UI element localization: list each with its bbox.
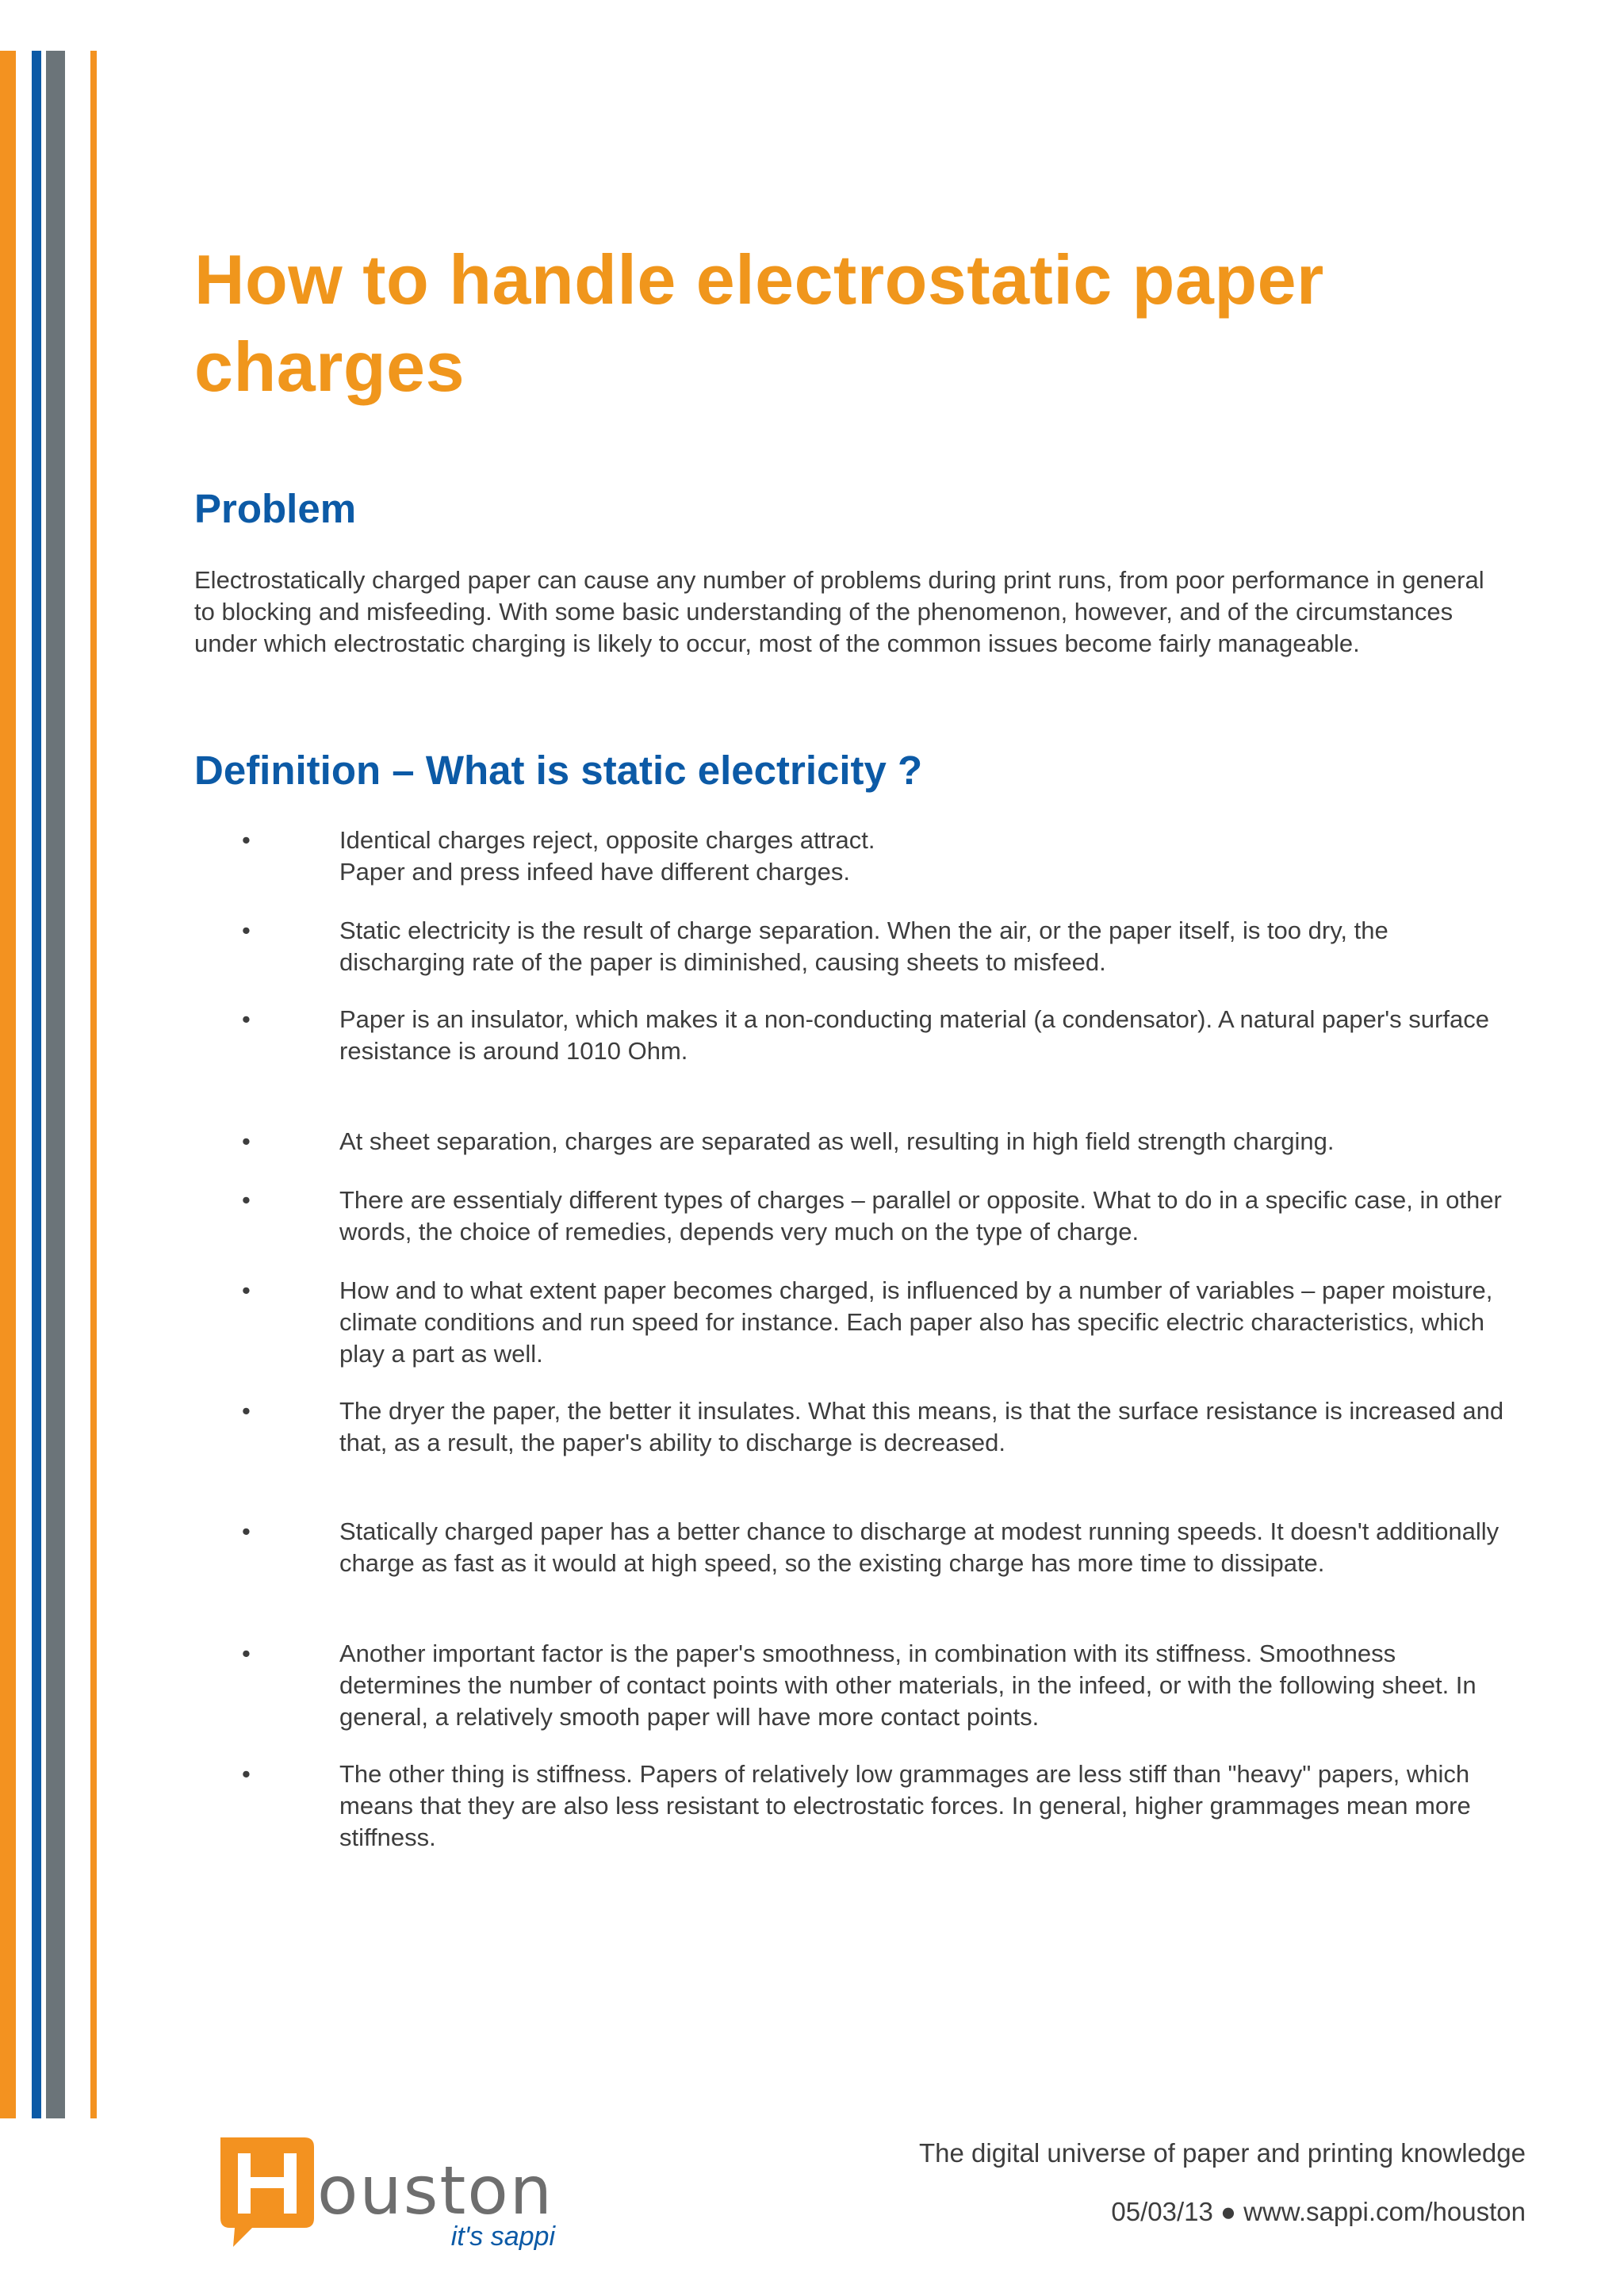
decorative-stripe-orange	[0, 51, 16, 2118]
bullet-text: Another important factor is the paper's smoothness, in combination with its stiffness. Smoothness determines the number of contact points with other materials, in the infeed, or with the following sheet. In general, a relatively smooth paper will have more contact points.	[339, 1640, 1477, 1731]
logo-wordmark: ouston	[317, 2152, 553, 2229]
bullet-dot: •	[242, 1005, 251, 1033]
decorative-stripe-grey	[46, 51, 65, 2118]
bullet-text: Identical charges reject, opposite charges attract. Paper and press infeed have different charges.	[339, 826, 875, 886]
bullet-item	[242, 1004, 1511, 1067]
bullet-text: The dryer the paper, the better it insulates. What this means, is that the surface resistance is increased and that, as a result, the paper's ability to discharge is decreased.	[339, 1397, 1504, 1456]
decorative-stripe-orange-thin	[90, 51, 97, 2118]
bullet-text: The other thing is stiffness. Papers of relatively low grammages are less stiff than "heavy" papers, which means that they are also less resistant to electrostatic forces. In general, higher grammages mean more stiffness.	[339, 1760, 1471, 1851]
decorative-stripe-blue	[32, 51, 41, 2118]
bullet-dot: •	[242, 916, 251, 944]
bullet-dot: •	[242, 1640, 251, 1667]
bullet-text: Statically charged paper has a better chance to discharge at modest running speeds. It doesn't additionally charge as fast as it would at high speed, so the existing charge has more time to dissipate.	[339, 1517, 1500, 1577]
bullet-item	[242, 1275, 1511, 1370]
bullet-dot: •	[242, 1397, 251, 1425]
page-title: How to handle electrostatic paper charges	[194, 240, 1324, 406]
bullet-dot: •	[242, 1276, 251, 1304]
bullet-item	[242, 1638, 1511, 1733]
bullet-item	[242, 825, 1511, 888]
bullet-text: Paper is an insulator, which makes it a non-conducting material (a condensator). A natural paper's surface resistance is around 1010 Ohm.	[339, 1005, 1489, 1065]
footer-tagline: The digital universe of paper and printing knowledge	[919, 2138, 1526, 2168]
problem-paragraph: Electrostatically charged paper can cause any number of problems during print runs, from poor performance in general to blocking and misfeeding. With some basic understanding of the phenomenon, however, and of the circumstances under which electrostatic charging is likely to occur, most of the common issues become fairly manageable.	[194, 566, 1484, 657]
bullet-item	[242, 1758, 1511, 1854]
bullet-item	[242, 1126, 1511, 1158]
bullet-text: There are essentialy different types of charges – parallel or opposite. What to do in a specific case, in other words, the choice of remedies, depends very much on the type of charge.	[339, 1186, 1502, 1246]
bullet-text: How and to what extent paper becomes charged, is influenced by a number of variables – paper moisture, climate conditions and run speed for instance. Each paper also has specific electric characteristics, which play a part as well.	[339, 1276, 1493, 1368]
bullet-item	[242, 1516, 1511, 1579]
houston-logo	[211, 2131, 647, 2250]
bullet-dot: •	[242, 1517, 251, 1545]
section-heading-definition: Definition – What is static electricity ?	[194, 748, 923, 793]
bullet-item	[242, 1184, 1511, 1248]
bullet-text: At sheet separation, charges are separated as well, resulting in high field strength charging.	[339, 1127, 1335, 1155]
bullet-dot: •	[242, 1127, 251, 1155]
bullet-item	[242, 1395, 1511, 1459]
bullet-item	[242, 915, 1511, 978]
bullet-text: Static electricity is the result of charge separation. When the air, or the paper itself, is too dry, the discharging rate of the paper is diminished, causing sheets to misfeed.	[339, 916, 1388, 976]
logo-tagline: it's sappi	[450, 2221, 555, 2250]
bullet-dot: •	[242, 826, 251, 854]
bullet-dot: •	[242, 1186, 251, 1214]
section-heading-problem: Problem	[194, 486, 357, 531]
footer-date-url: 05/03/13 ● www.sappi.com/houston	[1111, 2197, 1526, 2226]
bullet-dot: •	[242, 1760, 251, 1788]
